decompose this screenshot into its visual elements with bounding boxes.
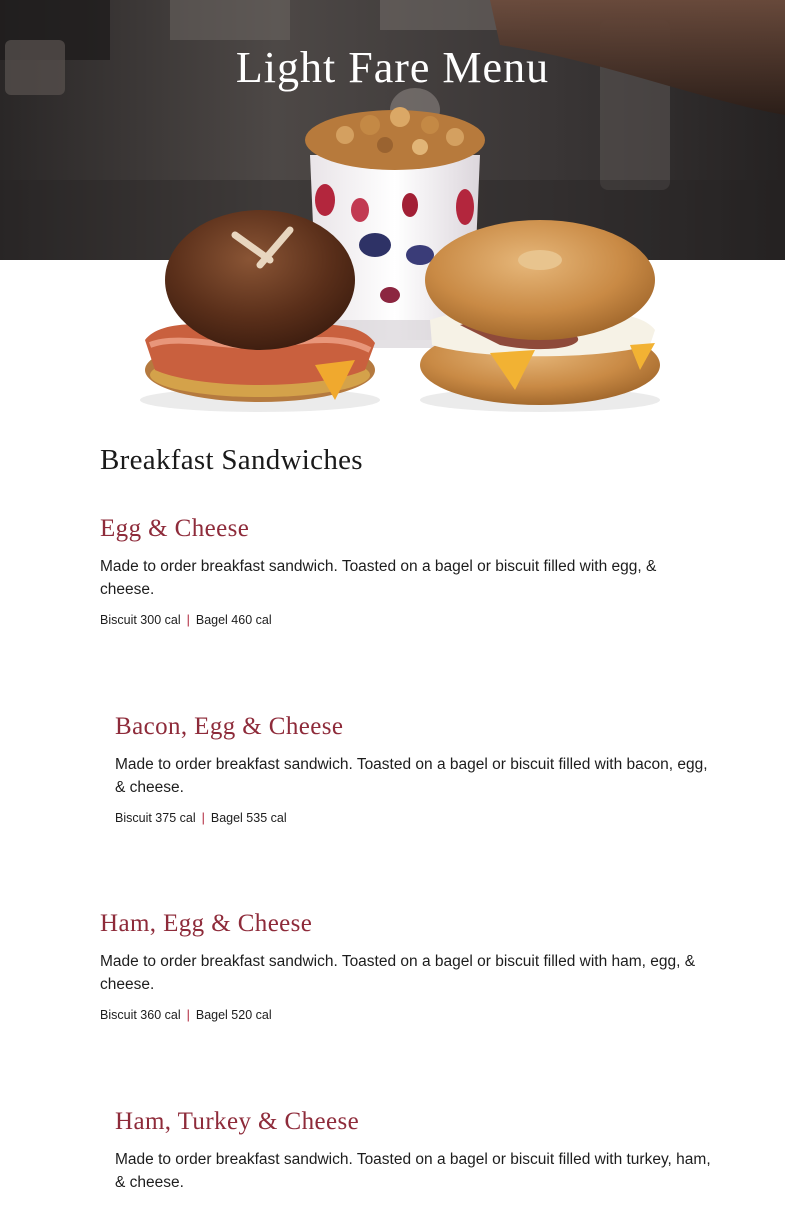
- calorie-separator: |: [186, 1008, 190, 1022]
- menu-item-calories: [100, 1008, 700, 1022]
- menu-item-name: Ham, Turkey & Cheese: [115, 1108, 360, 1135]
- menu-item-calories: [115, 811, 715, 825]
- menu-item-calories: [100, 613, 700, 627]
- menu-item: [100, 515, 700, 627]
- menu-item: [115, 1108, 715, 1206]
- menu-item: [100, 910, 700, 1022]
- food-photo: [120, 95, 680, 425]
- bagel-calories: Bagel 535 cal: [210, 811, 287, 825]
- calorie-separator: |: [201, 811, 205, 825]
- bagel-calories: Bagel 460 cal: [195, 613, 272, 627]
- menu-item-description: Made to order breakfast sandwich. Toasted on a bagel or biscuit filled with ham, egg, & cheese.: [100, 953, 696, 993]
- menu-item-name: Ham, Egg & Cheese: [100, 910, 313, 937]
- menu-item-name: Bacon, Egg & Cheese: [115, 713, 344, 740]
- calorie-separator: |: [186, 613, 190, 627]
- biscuit-calories: Biscuit 300 cal: [100, 613, 181, 627]
- menu-item: [115, 713, 715, 825]
- menu-item-name: Egg & Cheese: [100, 515, 250, 542]
- menu-item-description: Made to order breakfast sandwich. Toasted on a bagel or biscuit filled with turkey, ham, & cheese.: [115, 1151, 711, 1191]
- biscuit-calories: Biscuit 360 cal: [100, 1008, 181, 1022]
- page-title: Light Fare Menu: [235, 43, 550, 92]
- biscuit-calories: Biscuit 375 cal: [115, 811, 196, 825]
- menu-item-description: Made to order breakfast sandwich. Toasted on a bagel or biscuit filled with bacon, egg, & cheese.: [115, 756, 708, 796]
- section-heading: Breakfast Sandwiches: [100, 444, 363, 476]
- bagel-calories: Bagel 520 cal: [195, 1008, 272, 1022]
- menu-item-description: Made to order breakfast sandwich. Toasted on a bagel or biscuit filled with egg, & cheese.: [100, 558, 657, 598]
- bagel-sandwich: [420, 220, 660, 412]
